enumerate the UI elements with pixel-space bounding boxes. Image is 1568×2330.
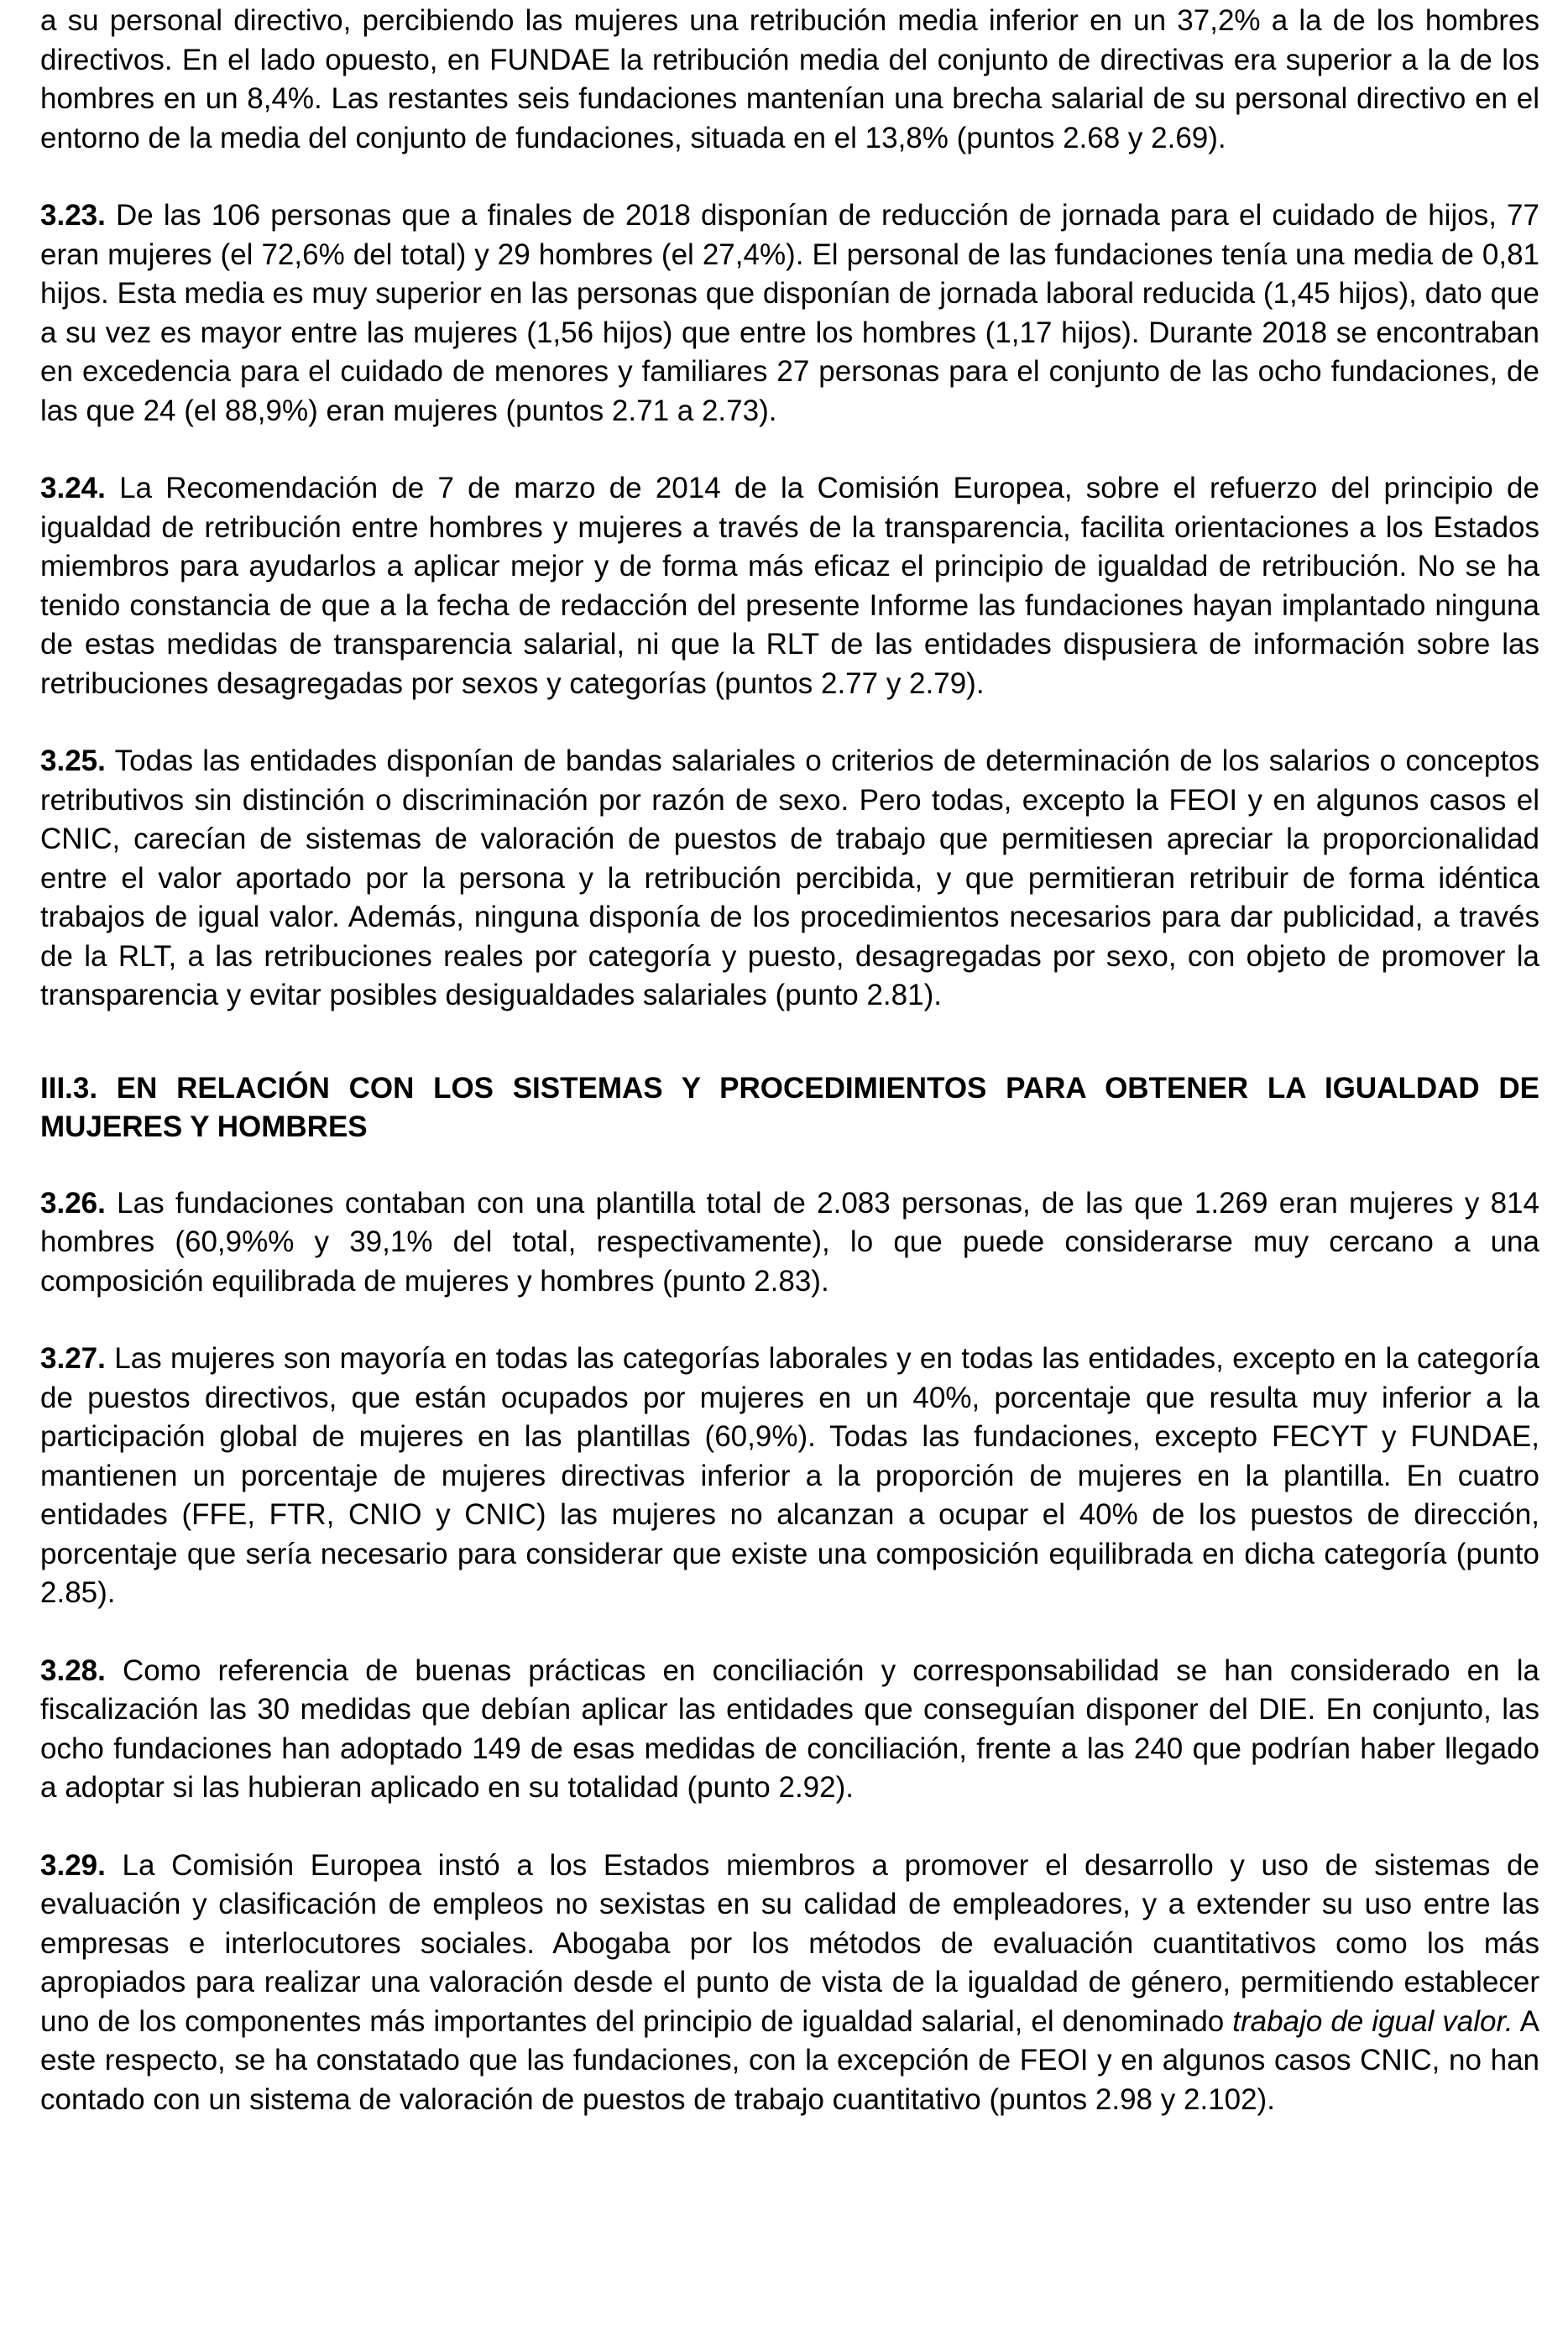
- paragraph-italic-term: trabajo de igual valor.: [1232, 2004, 1513, 2038]
- paragraph-text: De las 106 personas que a finales de 2018 disponían de reducción de jornada para el cuidado de hijos, 77 eran mujeres (el 72,6% del total) y 29 hombres (el 27,4%). El personal de las fundaciones tenía una media de 0,81 hijos. Esta media es muy superior en las personas que disponían de jornada laboral reducida (1,45 hijos), dato que a su vez es mayor entre las mujeres (1,56 hijos) que entre los hombres (1,17 hijos). Durante 2018 se encontraban en excedencia para el cuidado de menores y familiares 27 personas para el conjunto de las ocho fundaciones, de las que 24 (el 88,9%) eran mujeres (puntos 2.71 a 2.73).: [40, 199, 1539, 427]
- paragraph-number: 3.25.: [40, 744, 106, 777]
- paragraph-3-28: [40, 1652, 1539, 1808]
- paragraph-number: 3.24.: [40, 472, 106, 504]
- paragraph-number: 3.28.: [40, 1653, 106, 1687]
- paragraph-3-29: [40, 1847, 1539, 2120]
- paragraph-text: Las mujeres son mayoría en todas las categorías laborales y en todas las entidades, excepto en la categoría de puestos directivos, que están ocupados por mujeres en un 40%, porcentaje que resulta muy inferior a la participación global de mujeres en las plantillas (60,9%). Todas las fundaciones, excepto FECYT y FUNDAE, mantienen un porcentaje de mujeres directivas inferior a la proporción de mujeres en la plantilla. En cuatro entidades (FFE, FTR, CNIO y CNIC) las mujeres no alcanzan a ocupar el 40% de los puestos de dirección, porcentaje que sería necesario para considerar que existe una composición equilibrada en dicha categoría (punto 2.85).: [40, 1342, 1539, 1609]
- paragraph-3-26: [40, 1184, 1539, 1302]
- paragraph-3-24: [40, 469, 1539, 703]
- paragraph-3-27: [40, 1340, 1539, 1613]
- paragraph-text: La Comisión Europea instó a los Estados miembros a promover el desarrollo y uso de sistemas de evaluación y clasificación de empleos no sexistas en su calidad de empleadores, y a extender su uso entre las empresas e interlocutores sociales. Abogaba por los métodos de evaluación cuantitativos como los más apropiados para realizar una valoración desde el punto de vista de la igualdad de género, permitiendo establecer uno de los componentes más importantes del principio de igualdad salarial, el denominado: [40, 1848, 1539, 2038]
- paragraph-number: 3.23.: [40, 199, 106, 232]
- paragraph-text: Como referencia de buenas prácticas en conciliación y corresponsabilidad se han considerado en la fiscalización las 30 medidas que debían aplicar las entidades que conseguían disponer del DIE. En conjunto, las ocho fundaciones han adoptado 149 de esas medidas de conciliación, frente a las 240 que podrían haber llegado a adoptar si las hubieran aplicado en su totalidad (punto 2.92).: [40, 1653, 1539, 1804]
- section-heading: III.3. EN RELACIÓN CON LOS SISTEMAS Y PROCEDIMIENTOS PARA OBTENER LA IGUALDAD DE MUJERES Y HOMBRES: [40, 1071, 1539, 1143]
- paragraph-3-23: [40, 196, 1539, 431]
- paragraph-text: a su personal directivo, percibiendo las mujeres una retribución media inferior en un 37,2% a la de los hombres directivos. En el lado opuesto, en FUNDAE la retribución media del conjunto de directivas era superior a la de los hombres en un 8,4%. Las restantes seis fundaciones mantenían una brecha salarial de su personal directivo en el entorno de la media del conjunto de fundaciones, situada en el 13,8% (puntos 2.68 y 2.69).: [40, 4, 1539, 154]
- paragraph-3-25: [40, 742, 1539, 1016]
- paragraph-text: Todas las entidades disponían de bandas salariales o criterios de determinación de los salarios o conceptos retributivos sin distinción o discriminación por razón de sexo. Pero todas, excepto la FEOI y en algunos casos el CNIC, carecían de sistemas de valoración de puestos de trabajo que permitiesen apreciar la proporcionalidad entre el valor aportado por la persona y la retribución percibida, y que permitieran retribuir de forma idéntica trabajos de igual valor. Además, ninguna disponía de los procedimientos necesarios para dar publicidad, a través de la RLT, a las retribuciones reales por categoría y puesto, desagregadas por sexo, con objeto de promover la transparencia y evitar posibles desigualdades salariales (punto 2.81).: [40, 744, 1540, 1011]
- paragraph-text: Las fundaciones contaban con una plantilla total de 2.083 personas, de las que 1.269 eran mujeres y 814 hombres (60,9%% y 39,1% del total, respectivamente), lo que puede considerarse muy cercano a una composición equilibrada de mujeres y hombres (punto 2.83).: [40, 1186, 1539, 1298]
- paragraph-text: A este respecto, se ha constatado que las fundaciones, con la excepción de FEOI y en algunos casos CNIC, no han contado con un sistema de valoración de puestos de trabajo cuantitativo (puntos 2.98 y 2.102).: [40, 2004, 1539, 2116]
- paragraph-text: La Recomendación de 7 de marzo de 2014 de la Comisión Europea, sobre el refuerzo del principio de igualdad de retribución entre hombres y mujeres a través de la transparencia, facilita orientaciones a los Estados miembros para ayudarlos a aplicar mejor y de forma más eficaz el principio de igualdad de retribución. No se ha tenido constancia de que a la fecha de redacción del presente Informe las fundaciones hayan implantado ninguna de estas medidas de transparencia salarial, ni que la RLT de las entidades dispusiera de información sobre las retribuciones desagregadas por sexos y categorías (puntos 2.77 y 2.79).: [40, 472, 1539, 700]
- paragraph-continuation: [40, 2, 1539, 158]
- paragraph-number: 3.29.: [40, 1848, 106, 1882]
- paragraph-number: 3.27.: [40, 1342, 106, 1375]
- paragraph-number: 3.26.: [40, 1186, 106, 1220]
- document-page: [40, 2, 1539, 2158]
